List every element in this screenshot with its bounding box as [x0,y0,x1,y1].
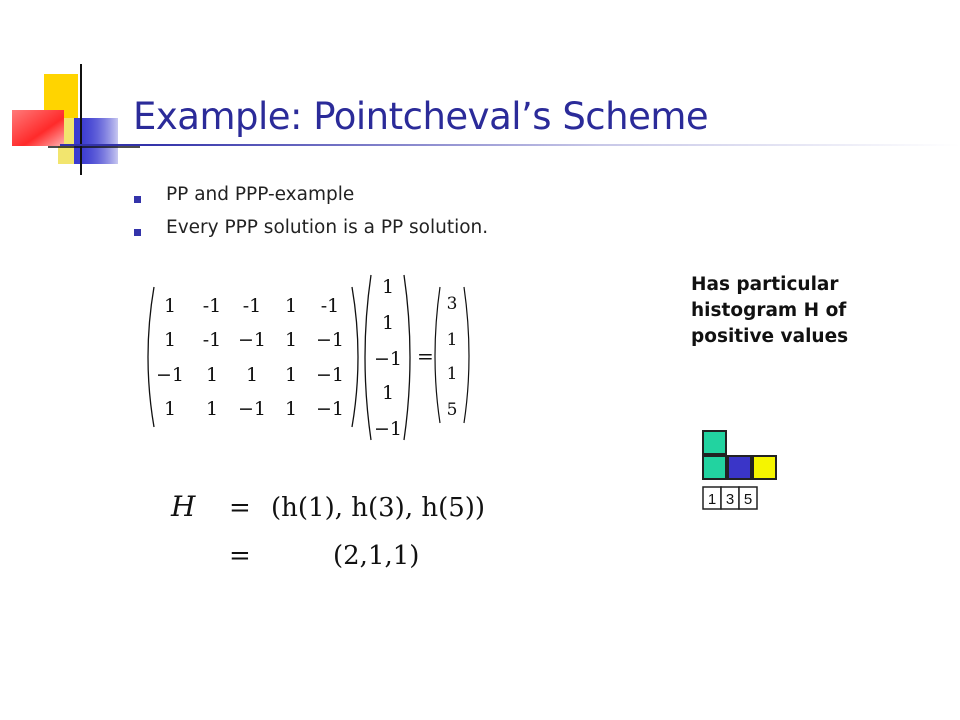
matrix-cell: −1 [155,364,185,386]
matrix-cell: −1 [237,329,267,351]
side-note [691,272,848,350]
histogram-values: (2,1,1) [333,541,420,571]
equals-sign: = [229,493,251,523]
result-left-paren [435,287,440,423]
matrix-cell: -1 [202,329,222,351]
result-cell: 1 [446,330,458,350]
bullet-text: Every PPP solution is a PP solution. [166,217,489,238]
matrix-cell: 1 [163,295,177,317]
histogram-definition: (h(1), h(3), h(5)) [271,493,485,523]
matrix-cell: 1 [163,329,177,351]
equals-sign: = [417,344,434,368]
histogram-symbol: H [171,490,196,523]
equals-sign: = [229,541,251,571]
histogram-blocks [703,431,776,479]
title-underline [60,144,960,146]
slide-title: Example: Pointcheval’s Scheme [133,95,709,138]
histogram-block [728,456,751,479]
matrix-right-paren [352,287,358,427]
vector-right-paren [404,275,410,440]
matrix-cell: 1 [245,364,259,386]
matrix-cell: 1 [284,295,298,317]
histogram-block [703,431,726,454]
matrix-cell: -1 [242,295,262,317]
side-note-line: Has particular [691,274,839,295]
matrix-cell: -1 [320,295,340,317]
histogram-equation [165,480,485,580]
side-note-line: histogram H of [691,300,847,321]
histogram-labels [703,487,757,509]
vector-cell: 1 [381,276,395,298]
result-cell: 1 [446,364,458,384]
bullet-square-icon [134,229,141,236]
bullet-text: PP and PPP-example [166,184,355,205]
matrix-cell: 1 [163,398,177,420]
vector-cells [374,276,402,440]
matrix-cell: 1 [284,329,298,351]
matrix-left-paren [148,287,154,427]
vector-cell: −1 [373,418,403,440]
histogram-bin-label: 1 [707,491,717,508]
histogram-bin-label: 3 [725,491,735,508]
histogram-diagram [702,430,782,516]
matrix-cells [156,295,344,420]
result-cells [447,294,458,420]
vector-cell: 1 [381,312,395,334]
matrix-cell: −1 [315,364,345,386]
histogram-block [753,456,776,479]
matrix-cell: −1 [237,398,267,420]
result-right-paren [464,287,469,423]
side-note-line: positive values [691,326,849,347]
histogram-bin-label: 5 [743,491,753,508]
result-cell: 5 [446,400,458,420]
vector-cell: 1 [381,382,395,404]
matrix-equation [140,265,480,450]
template-logo [0,0,140,180]
matrix-cell: 1 [205,364,219,386]
result-cell: 3 [446,294,458,314]
vector-cell: −1 [373,348,403,370]
vector-left-paren [365,275,371,440]
matrix-cell: 1 [284,364,298,386]
matrix-cell: 1 [284,398,298,420]
matrix-cell: −1 [315,329,345,351]
matrix-cell: 1 [205,398,219,420]
matrix-cell: −1 [315,398,345,420]
bullet-square-icon [134,196,141,203]
histogram-block [703,456,726,479]
matrix-cell: -1 [202,295,222,317]
